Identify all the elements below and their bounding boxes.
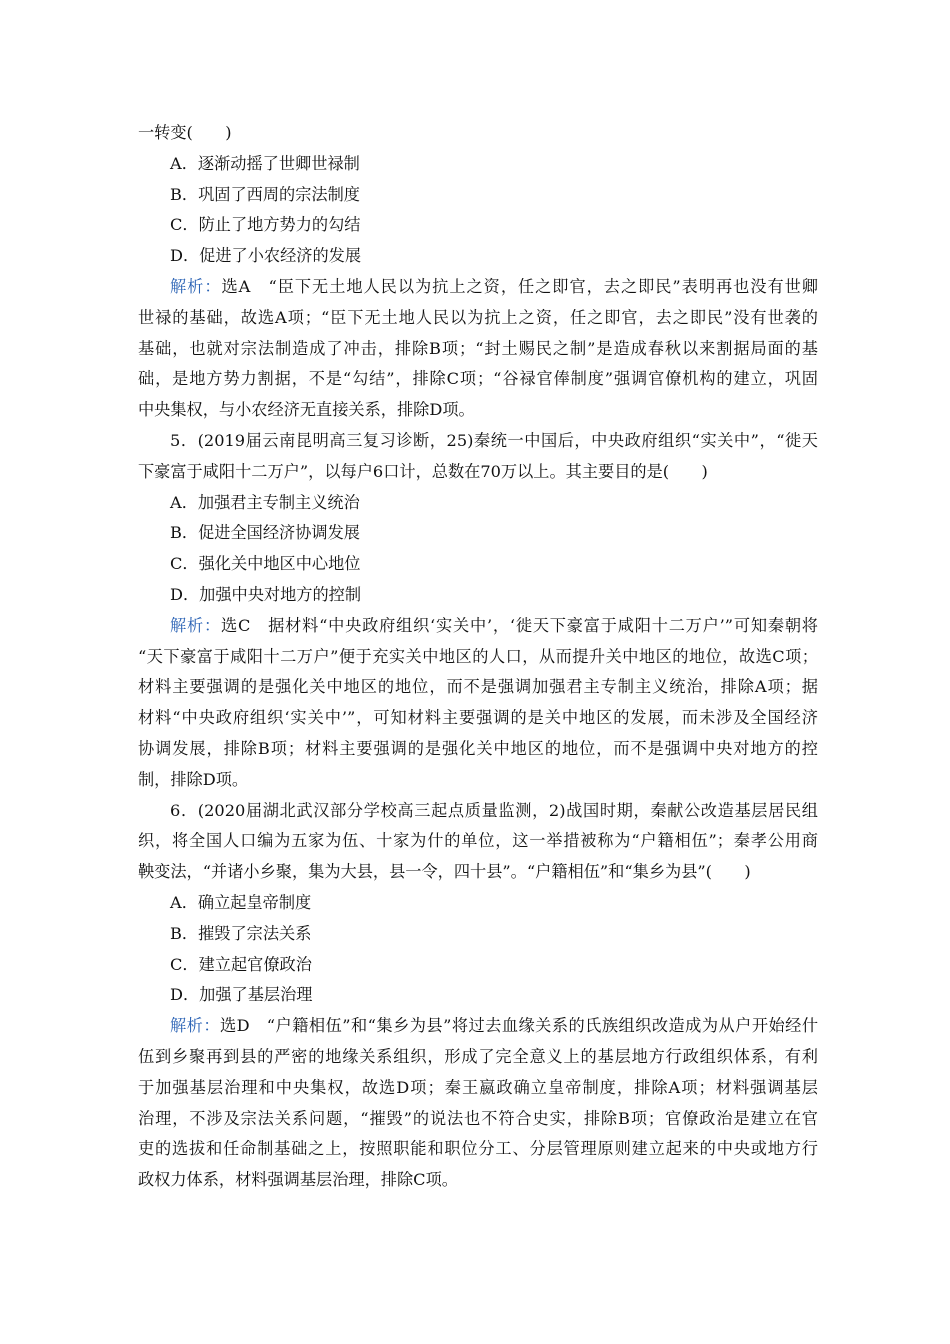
q6-analysis-line: 伍到乡聚再到县的严密的地缘关系组织，形成了完全意义上的基层地方行政组织体系，有利: [138, 1046, 818, 1066]
q5-stem-line: 下豪富于咸阳十二万户”，以每户6口计，总数在70万以上。其主要目的是( ): [138, 461, 708, 481]
q6-stem-line: 6．(2020届湖北武汉部分学校高三起点质量监测，2)战国时期，秦献公改造基层居民组: [170, 800, 818, 820]
q6-stem-line: 织，将全国人口编为五家为伍、十家为什的单位，这一举措被称为“户籍相伍”；秦孝公用商: [138, 831, 818, 851]
q6-option-d: D．加强了基层治理: [170, 985, 313, 1005]
analysis-label: 解析：: [170, 1016, 221, 1036]
question-4: [138, 118, 818, 426]
q4-analysis-line: 解析：选A “臣下无土地人民以为抗上之资，任之即官，去之即民”表明再也没有世卿: [170, 276, 818, 296]
q5-analysis-line: 协调发展，排除B项；材料主要强调的是强化关中地区的地位，而不是强调中央对地方的控: [138, 738, 818, 758]
q4-option-b: B．巩固了西周的宗法制度: [170, 184, 360, 204]
q4-analysis-line: 基础，也就对宗法制造成了冲击，排除B项；“封土赐民之制”是造成春秋以来割据局面的基: [138, 338, 818, 358]
q5-analysis-line: 材料“中央政府组织‘实关中’”，可知材料主要强调的是关中地区的发展，而未涉及全国经济: [138, 708, 818, 728]
document-body: [138, 118, 818, 1196]
q6-analysis-line: 解析：选D “户籍相伍”和“集乡为县”将过去血缘关系的氏族组织改造成为从户开始经什: [170, 1016, 819, 1036]
q6-analysis-line: 于加强基层治理和中央集权，故选D项；秦王嬴政确立皇帝制度，排除A项；材料强调基层: [138, 1077, 818, 1097]
question-6: [138, 796, 818, 1196]
q5-analysis-line: 解析：选C 据材料“中央政府组织‘实关中’，‘徙天下豪富于咸阳十二万户’”可知秦朝将: [170, 615, 818, 635]
q4-analysis-line: 中央集权，与小农经济无直接关系，排除D项。: [138, 400, 475, 420]
q4-option-d: D．促进了小农经济的发展: [170, 246, 362, 266]
q4-option-c: C．防止了地方势力的勾结: [170, 215, 361, 235]
q6-stem-line: 鞅变法，“并诸小乡聚，集为大县，县一令，四十县”。“户籍相伍”和“集乡为县”( ): [138, 862, 751, 882]
q5-option-d: D．加强中央对地方的控制: [170, 584, 362, 604]
q6-analysis-line: 政权力体系，材料强调基层治理，排除C项。: [138, 1170, 458, 1190]
q6-analysis-line: 吏的选拔和任命制基础之上，按照职能和职位分工、分层管理原则建立起来的中央或地方行: [138, 1139, 818, 1159]
q6-analysis-line: 治理，不涉及宗法关系问题，“摧毁”的说法也不符合史实，排除B项；官僚政治是建立在官: [138, 1108, 818, 1128]
q4-stem-tail: 一转变( ): [138, 123, 232, 142]
q6-option-a: A．确立起皇帝制度: [170, 892, 312, 912]
q5-analysis: [138, 611, 818, 796]
q4-option-a: A．逐渐动摇了世卿世禄制: [170, 153, 360, 173]
analysis-label: 解析：: [170, 615, 221, 635]
q5-analysis-line: 材料主要强调的是强化关中地区的地位，而不是强调加强君主专制主义统治，排除A项；据: [138, 677, 818, 697]
q4-analysis-line: 础，是地方势力割据，不是“勾结”，排除C项；“谷禄官俸制度”强调官僚机构的建立，巩固: [138, 369, 818, 389]
analysis-label: 解析：: [170, 276, 222, 296]
q6-analysis: [138, 1011, 818, 1196]
q5-option-b: B．促进全国经济协调发展: [170, 523, 360, 543]
q6-option-b: B．摧毁了宗法关系: [170, 923, 312, 943]
q5-analysis-line: “天下豪富于咸阳十二万户”便于充实关中地区的人口，从而提升关中地区的地位，故选C项；: [138, 646, 818, 666]
question-5: [138, 426, 818, 796]
q5-stem-line: 5．(2019届云南昆明高三复习诊断，25)秦统一中国后，中央政府组织“实关中”，“徙天: [170, 430, 818, 450]
q4-analysis-line: 世禄的基础，故选A项；“臣下无土地人民以为抗上之资，任之即官，去之即民”没有世袭的: [138, 307, 818, 327]
q5-option-c: C．强化关中地区中心地位: [170, 554, 361, 574]
q6-option-c: C．建立起官僚政治: [170, 954, 312, 974]
q4-analysis: [138, 272, 818, 426]
q5-analysis-line: 制，排除D项。: [138, 769, 249, 789]
q5-option-a: A．加强君主专制主义统治: [170, 492, 360, 512]
